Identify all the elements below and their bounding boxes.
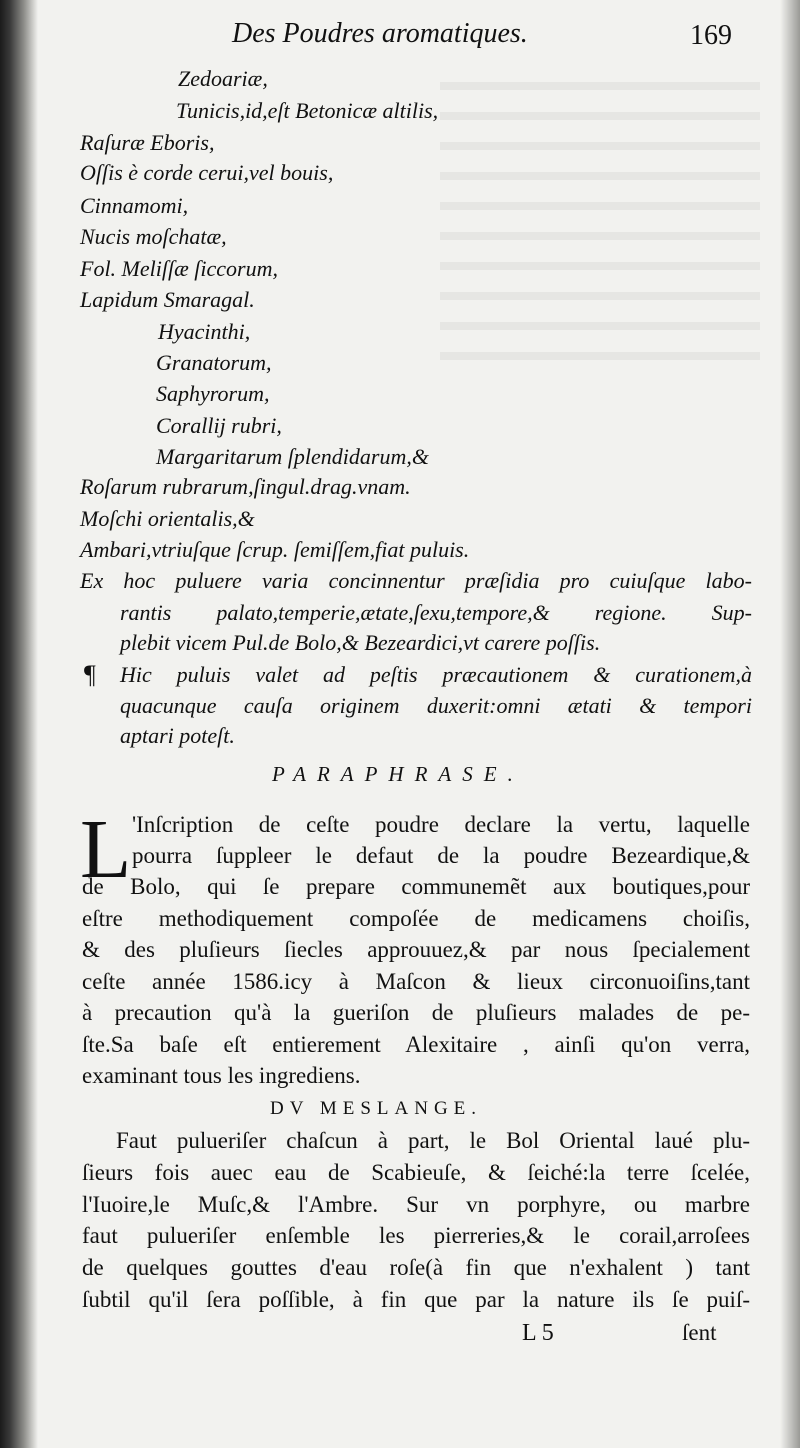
meslange-line: ſubtil qu'il ſera poſſible, à fin que par la nature ils ſe puiſ-: [82, 1287, 750, 1312]
meslange-line: faut pulueriſer enſemble les pierreries,& le corail,arroſees: [82, 1223, 750, 1248]
pilcrow-mark: ¶: [84, 660, 96, 689]
paraphrase-line: de Bolo, qui ſe prepare communemẽt aux boutiques,pour: [82, 874, 750, 899]
paraphrase-line: ceſte année 1586.icy à Maſcon & lieux circonuoiſins,tant: [82, 969, 750, 994]
meslange-line: Faut pulueriſer chaſcun à part, le Bol Oriental laué plu-: [116, 1128, 750, 1153]
meslange-line: de quelques gouttes d'eau roſe(à fin que n'exhalent ) tant: [82, 1255, 750, 1280]
meslange-line: l'Iuoire,le Muſc,& l'Ambre. Sur vn porphyre, ou marbre: [82, 1192, 750, 1217]
recipe-line: Cinnamomi,: [80, 193, 189, 218]
meslange-line: ſieurs fois auec eau de Scabieuſe, & ſeiché:la terre ſcelée,: [82, 1160, 750, 1185]
recipe-line: Corallij rubri,: [156, 413, 282, 438]
latin-note2-line: Hic puluis valet ad peſtis præcautionem & curationem,à: [120, 662, 752, 687]
paraphrase-line: pourra ſuppleer le defaut de la poudre Bezeardique,&: [132, 843, 750, 868]
recipe-line: Saphyrorum,: [156, 381, 270, 406]
show-through-bleed: [440, 60, 760, 380]
running-header: Des Poudres aromatiques.: [232, 18, 528, 49]
latin-note2-line: aptari poteſt.: [120, 723, 235, 748]
latin-note2-line: quacunque cauſa originem duxerit:omni ætati & tempori: [120, 693, 752, 718]
section-heading-meslange: DV MESLANGE.: [270, 1098, 483, 1119]
catchword: ſent: [682, 1320, 717, 1345]
recipe-line: Fol. Meliſſæ ſiccorum,: [80, 256, 278, 281]
paraphrase-line: examinant tous les ingrediens.: [82, 1063, 361, 1088]
recipe-line: Oſſis è corde cerui,vel bouis,: [80, 160, 334, 185]
latin-note-line: Ex hoc puluere varia concinnentur præſidia pro cuiuſque labo-: [80, 568, 752, 593]
paraphrase-line: ſte.Sa baſe eſt entierement Alexitaire , ainſi qu'on verra,: [82, 1032, 750, 1057]
latin-note-line: plebit vicem Pul.de Bolo,& Bezeardici,vt carere poſſis.: [120, 630, 601, 655]
recipe-line: Granatorum,: [156, 350, 272, 375]
recipe-line: Hyacinthi,: [158, 319, 251, 344]
recipe-line: Tunicis,id,eſt Betonicæ altilis,: [176, 98, 439, 123]
drop-cap: L: [80, 803, 132, 896]
recipe-line: Zedoariæ,: [178, 66, 268, 91]
section-heading-paraphrase: PARAPHRASE.: [272, 762, 524, 786]
recipe-line: Roſarum rubrarum,ſingul.drag.vnam.: [80, 474, 411, 499]
latin-note-line: rantis palato,temperie,ætate,ſexu,tempore,& regione. Sup-: [120, 600, 752, 625]
recipe-line: Raſuræ Eboris,: [80, 130, 215, 155]
paraphrase-line: eſtre methodiquement compoſée de medicamens choiſis,: [82, 906, 750, 931]
paraphrase-line: 'Inſcription de ceſte poudre declare la vertu, laquelle: [132, 812, 750, 837]
recipe-line: Moſchi orientalis,&: [80, 506, 255, 531]
signature-mark: L 5: [522, 1320, 554, 1346]
paraphrase-line: à precaution qu'à la gueriſon de pluſieurs malades de pe-: [82, 1000, 750, 1025]
recipe-line: Lapidum Smaragal.: [80, 287, 255, 312]
paraphrase-line: & des pluſieurs ſiecles approuuez,& par nous ſpecialement: [82, 937, 750, 962]
recipe-line: Margaritarum ſplendidarum,&: [156, 444, 429, 469]
recipe-line: Nucis moſchatæ,: [80, 224, 227, 249]
page-number: 169: [690, 20, 732, 51]
page-edge-shadow: [780, 0, 800, 1448]
page-gutter-shadow: [0, 0, 38, 1448]
recipe-line: Ambari,vtriuſque ſcrup. ſemiſſem,fiat puluis.: [80, 537, 470, 562]
